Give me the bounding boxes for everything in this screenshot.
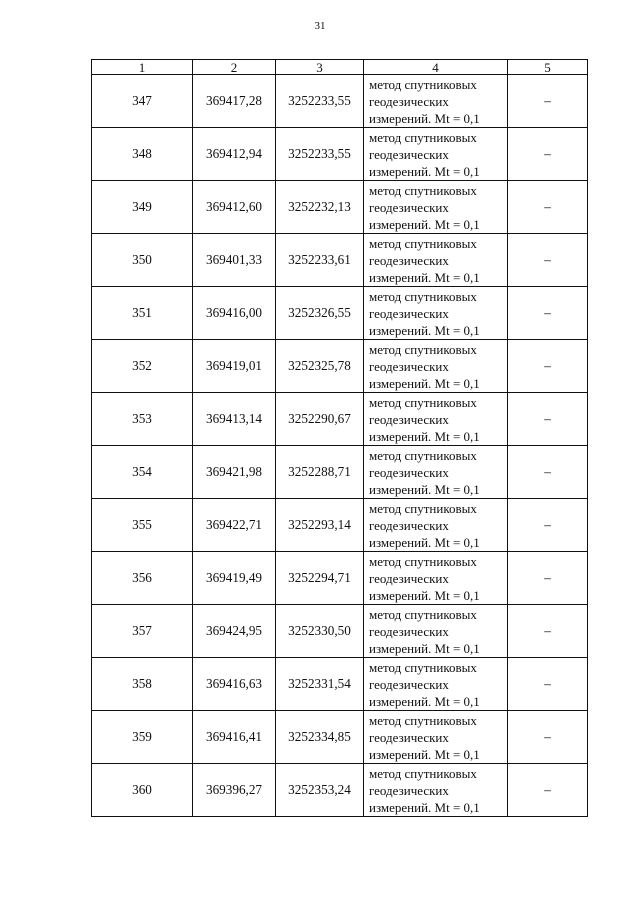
method-line: измерений. Mt = 0,1 — [369, 799, 480, 815]
note-cell: – — [508, 446, 588, 499]
note-cell: – — [508, 605, 588, 658]
method-line: геодезических — [369, 676, 449, 692]
method-line: геодезических — [369, 570, 449, 586]
method-line: измерений. Mt = 0,1 — [369, 746, 480, 762]
column-header-4: 4 — [364, 60, 508, 75]
x-coordinate-cell: 369424,95 — [193, 605, 276, 658]
point-number-cell: 360 — [92, 764, 193, 817]
method-cell — [364, 393, 508, 446]
method-cell — [364, 340, 508, 393]
y-coordinate-cell: 3252334,85 — [276, 711, 364, 764]
x-coordinate-cell: 369421,98 — [193, 446, 276, 499]
x-coordinate-cell: 369416,63 — [193, 658, 276, 711]
y-coordinate-cell: 3252233,55 — [276, 75, 364, 128]
y-coordinate-cell: 3252294,71 — [276, 552, 364, 605]
method-line: геодезических — [369, 199, 449, 215]
coordinates-table — [91, 59, 588, 817]
table-row — [92, 393, 588, 446]
method-line: измерений. Mt = 0,1 — [369, 110, 480, 126]
method-cell — [364, 552, 508, 605]
method-line: измерений. Mt = 0,1 — [369, 269, 480, 285]
header-row — [92, 60, 588, 75]
table-row — [92, 75, 588, 128]
y-coordinate-cell: 3252331,54 — [276, 658, 364, 711]
table-row — [92, 234, 588, 287]
note-cell: – — [508, 128, 588, 181]
method-line: метод спутниковых — [369, 659, 477, 675]
method-line: геодезических — [369, 782, 449, 798]
method-line: метод спутниковых — [369, 606, 477, 622]
point-number-cell: 351 — [92, 287, 193, 340]
method-line: метод спутниковых — [369, 712, 477, 728]
note-cell: – — [508, 764, 588, 817]
note-cell: – — [508, 393, 588, 446]
method-line: метод спутниковых — [369, 394, 477, 410]
x-coordinate-cell: 369416,00 — [193, 287, 276, 340]
note-cell: – — [508, 658, 588, 711]
x-coordinate-cell: 369419,49 — [193, 552, 276, 605]
method-line: геодезических — [369, 358, 449, 374]
method-line: измерений. Mt = 0,1 — [369, 322, 480, 338]
method-line: геодезических — [369, 146, 449, 162]
method-cell — [364, 128, 508, 181]
y-coordinate-cell: 3252330,50 — [276, 605, 364, 658]
column-header-1: 1 — [92, 60, 193, 75]
method-line: измерений. Mt = 0,1 — [369, 534, 480, 550]
method-cell — [364, 605, 508, 658]
table-row — [92, 499, 588, 552]
table-row — [92, 340, 588, 393]
method-line: метод спутниковых — [369, 129, 477, 145]
x-coordinate-cell: 369401,33 — [193, 234, 276, 287]
note-cell: – — [508, 287, 588, 340]
point-number-cell: 357 — [92, 605, 193, 658]
y-coordinate-cell: 3252233,61 — [276, 234, 364, 287]
x-coordinate-cell: 369396,27 — [193, 764, 276, 817]
method-cell — [364, 287, 508, 340]
method-line: геодезических — [369, 623, 449, 639]
method-cell — [364, 181, 508, 234]
y-coordinate-cell: 3252293,14 — [276, 499, 364, 552]
column-header-3: 3 — [276, 60, 364, 75]
note-cell: – — [508, 75, 588, 128]
note-cell: – — [508, 234, 588, 287]
table-row — [92, 764, 588, 817]
x-coordinate-cell: 369416,41 — [193, 711, 276, 764]
table-row — [92, 711, 588, 764]
method-cell — [364, 764, 508, 817]
method-line: измерений. Mt = 0,1 — [369, 481, 480, 497]
x-coordinate-cell: 369412,60 — [193, 181, 276, 234]
method-line: геодезических — [369, 729, 449, 745]
method-line: геодезических — [369, 517, 449, 533]
method-cell — [364, 234, 508, 287]
x-coordinate-cell: 369413,14 — [193, 393, 276, 446]
table-row — [92, 446, 588, 499]
y-coordinate-cell: 3252325,78 — [276, 340, 364, 393]
method-line: метод спутниковых — [369, 182, 477, 198]
point-number-cell: 353 — [92, 393, 193, 446]
method-line: измерений. Mt = 0,1 — [369, 693, 480, 709]
method-line: измерений. Mt = 0,1 — [369, 587, 480, 603]
point-number-cell: 352 — [92, 340, 193, 393]
point-number-cell: 347 — [92, 75, 193, 128]
method-line: метод спутниковых — [369, 553, 477, 569]
point-number-cell: 358 — [92, 658, 193, 711]
table-row — [92, 287, 588, 340]
point-number-cell: 359 — [92, 711, 193, 764]
method-line: метод спутниковых — [369, 76, 477, 92]
method-line: измерений. Mt = 0,1 — [369, 216, 480, 232]
table-row — [92, 658, 588, 711]
table-row — [92, 605, 588, 658]
table-header — [92, 60, 588, 75]
point-number-cell: 350 — [92, 234, 193, 287]
note-cell: – — [508, 711, 588, 764]
method-line: метод спутниковых — [369, 447, 477, 463]
column-header-5: 5 — [508, 60, 588, 75]
point-number-cell: 356 — [92, 552, 193, 605]
method-line: геодезических — [369, 93, 449, 109]
y-coordinate-cell: 3252290,67 — [276, 393, 364, 446]
y-coordinate-cell: 3252326,55 — [276, 287, 364, 340]
method-line: метод спутниковых — [369, 235, 477, 251]
method-line: измерений. Mt = 0,1 — [369, 428, 480, 444]
method-cell — [364, 711, 508, 764]
page-number: 31 — [314, 20, 326, 32]
y-coordinate-cell: 3252353,24 — [276, 764, 364, 817]
method-line: геодезических — [369, 252, 449, 268]
table-row — [92, 128, 588, 181]
table-row — [92, 552, 588, 605]
method-line: измерений. Mt = 0,1 — [369, 375, 480, 391]
method-line: метод спутниковых — [369, 500, 477, 516]
x-coordinate-cell: 369412,94 — [193, 128, 276, 181]
point-number-cell: 349 — [92, 181, 193, 234]
point-number-cell: 348 — [92, 128, 193, 181]
method-line: метод спутниковых — [369, 288, 477, 304]
note-cell: – — [508, 340, 588, 393]
method-line: геодезических — [369, 464, 449, 480]
method-line: измерений. Mt = 0,1 — [369, 640, 480, 656]
method-line: метод спутниковых — [369, 341, 477, 357]
table-body — [92, 75, 588, 817]
method-cell — [364, 75, 508, 128]
y-coordinate-cell: 3252232,13 — [276, 181, 364, 234]
method-cell — [364, 446, 508, 499]
point-number-cell: 354 — [92, 446, 193, 499]
y-coordinate-cell: 3252233,55 — [276, 128, 364, 181]
method-line: геодезических — [369, 305, 449, 321]
method-line: метод спутниковых — [369, 765, 477, 781]
method-line: измерений. Mt = 0,1 — [369, 163, 480, 179]
y-coordinate-cell: 3252288,71 — [276, 446, 364, 499]
x-coordinate-cell: 369419,01 — [193, 340, 276, 393]
method-cell — [364, 658, 508, 711]
note-cell: – — [508, 181, 588, 234]
x-coordinate-cell: 369422,71 — [193, 499, 276, 552]
method-line: геодезических — [369, 411, 449, 427]
note-cell: – — [508, 552, 588, 605]
table-row — [92, 181, 588, 234]
point-number-cell: 355 — [92, 499, 193, 552]
note-cell: – — [508, 499, 588, 552]
x-coordinate-cell: 369417,28 — [193, 75, 276, 128]
column-header-2: 2 — [193, 60, 276, 75]
method-cell — [364, 499, 508, 552]
